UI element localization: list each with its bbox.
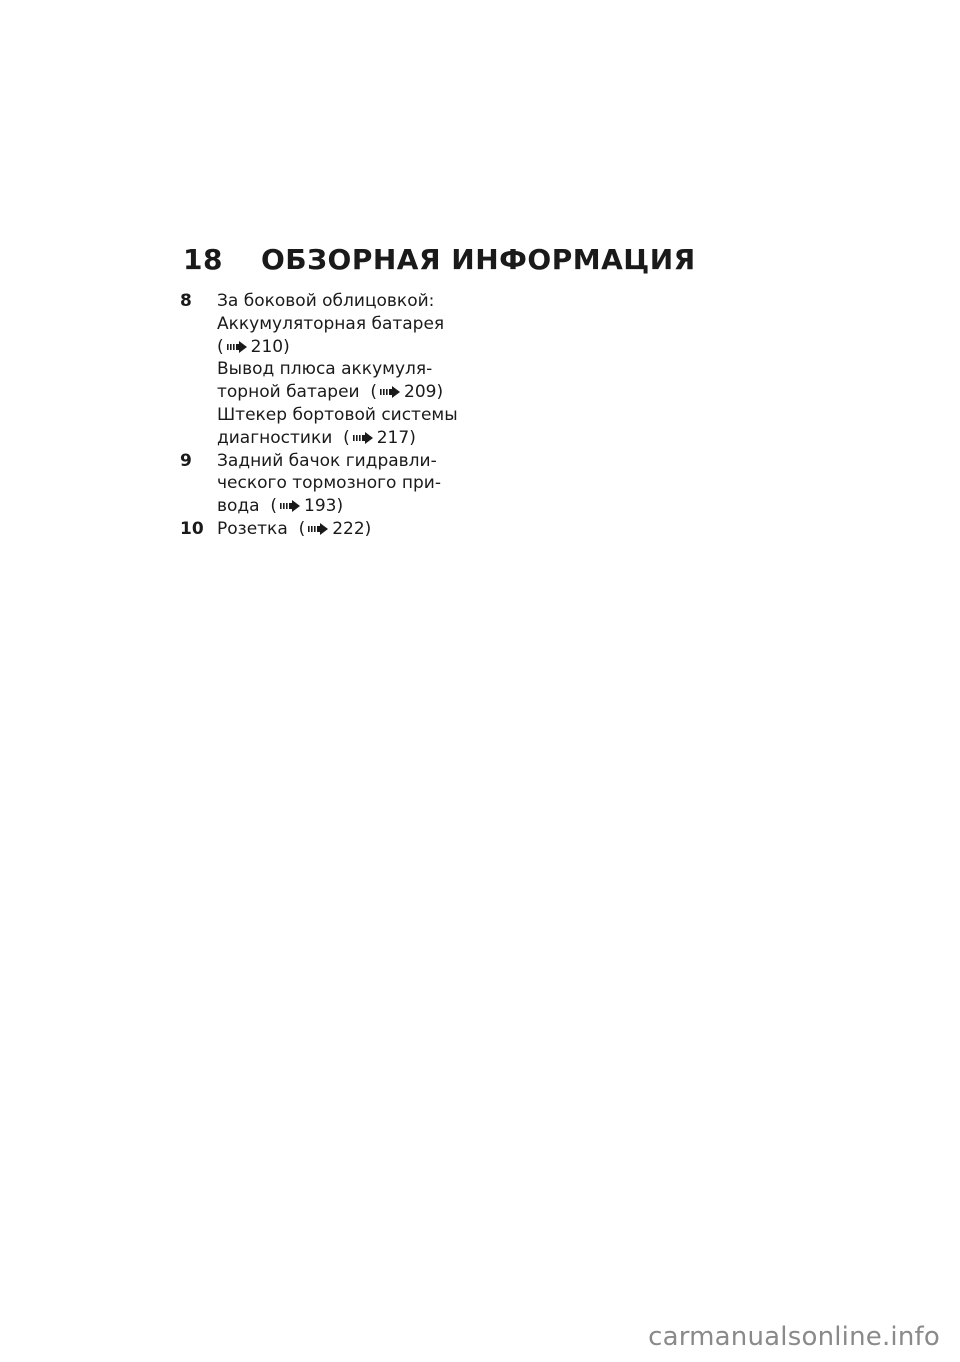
entry-line: вода: [217, 496, 260, 517]
page-reference[interactable]: ( 222): [298, 518, 372, 539]
legend-list: [180, 290, 480, 541]
page-reference[interactable]: ( 217): [343, 427, 416, 448]
page-ref-arrow-icon: [280, 500, 300, 512]
legend-entry-9: [180, 450, 480, 518]
entry-line: ческого тормозного при-: [217, 473, 441, 494]
entry-line: Задний бачок гидравли-: [217, 450, 437, 471]
entry-line: За боковой облицовкой:: [217, 291, 435, 311]
page-header: [183, 243, 696, 276]
entry-line: диагностики: [217, 427, 333, 448]
legend-entry-8: [180, 290, 480, 450]
entry-number: 8: [180, 291, 192, 311]
page-ref-number: 210: [250, 336, 284, 357]
legend-entry-10: [180, 518, 480, 541]
entry-line: Вывод плюса аккумуля-: [217, 359, 433, 380]
page-ref-number: 217: [376, 427, 410, 448]
page-ref-arrow-icon: [380, 386, 400, 398]
entry-line: Аккумуляторная батарея: [217, 313, 445, 334]
entry-number: 9: [180, 450, 192, 471]
page-ref-arrow-icon: [227, 341, 247, 353]
entry-line: торной батареи: [217, 382, 360, 403]
entry-number: 10: [180, 518, 204, 539]
entry-body: [217, 518, 480, 541]
page-ref-number: 193: [304, 496, 337, 517]
entry-line: Розетка: [217, 518, 288, 539]
page-ref-number: 209: [404, 382, 437, 403]
page-reference[interactable]: ( 210): [217, 336, 290, 357]
watermark: carmanualsonline.info: [648, 1322, 940, 1352]
page-reference[interactable]: ( 209): [370, 382, 444, 403]
entry-body: [217, 290, 480, 450]
page-ref-arrow-icon: [353, 432, 373, 444]
page-title: ОБЗОРНАЯ ИНФОРМАЦИЯ: [261, 243, 696, 276]
entry-line: Штекер бортовой системы: [217, 404, 458, 425]
page-number: 18: [183, 243, 223, 276]
page-reference[interactable]: ( 193): [270, 496, 344, 517]
entry-body: [217, 450, 480, 518]
page-ref-number: 222: [332, 518, 365, 539]
page-ref-arrow-icon: [308, 523, 328, 535]
